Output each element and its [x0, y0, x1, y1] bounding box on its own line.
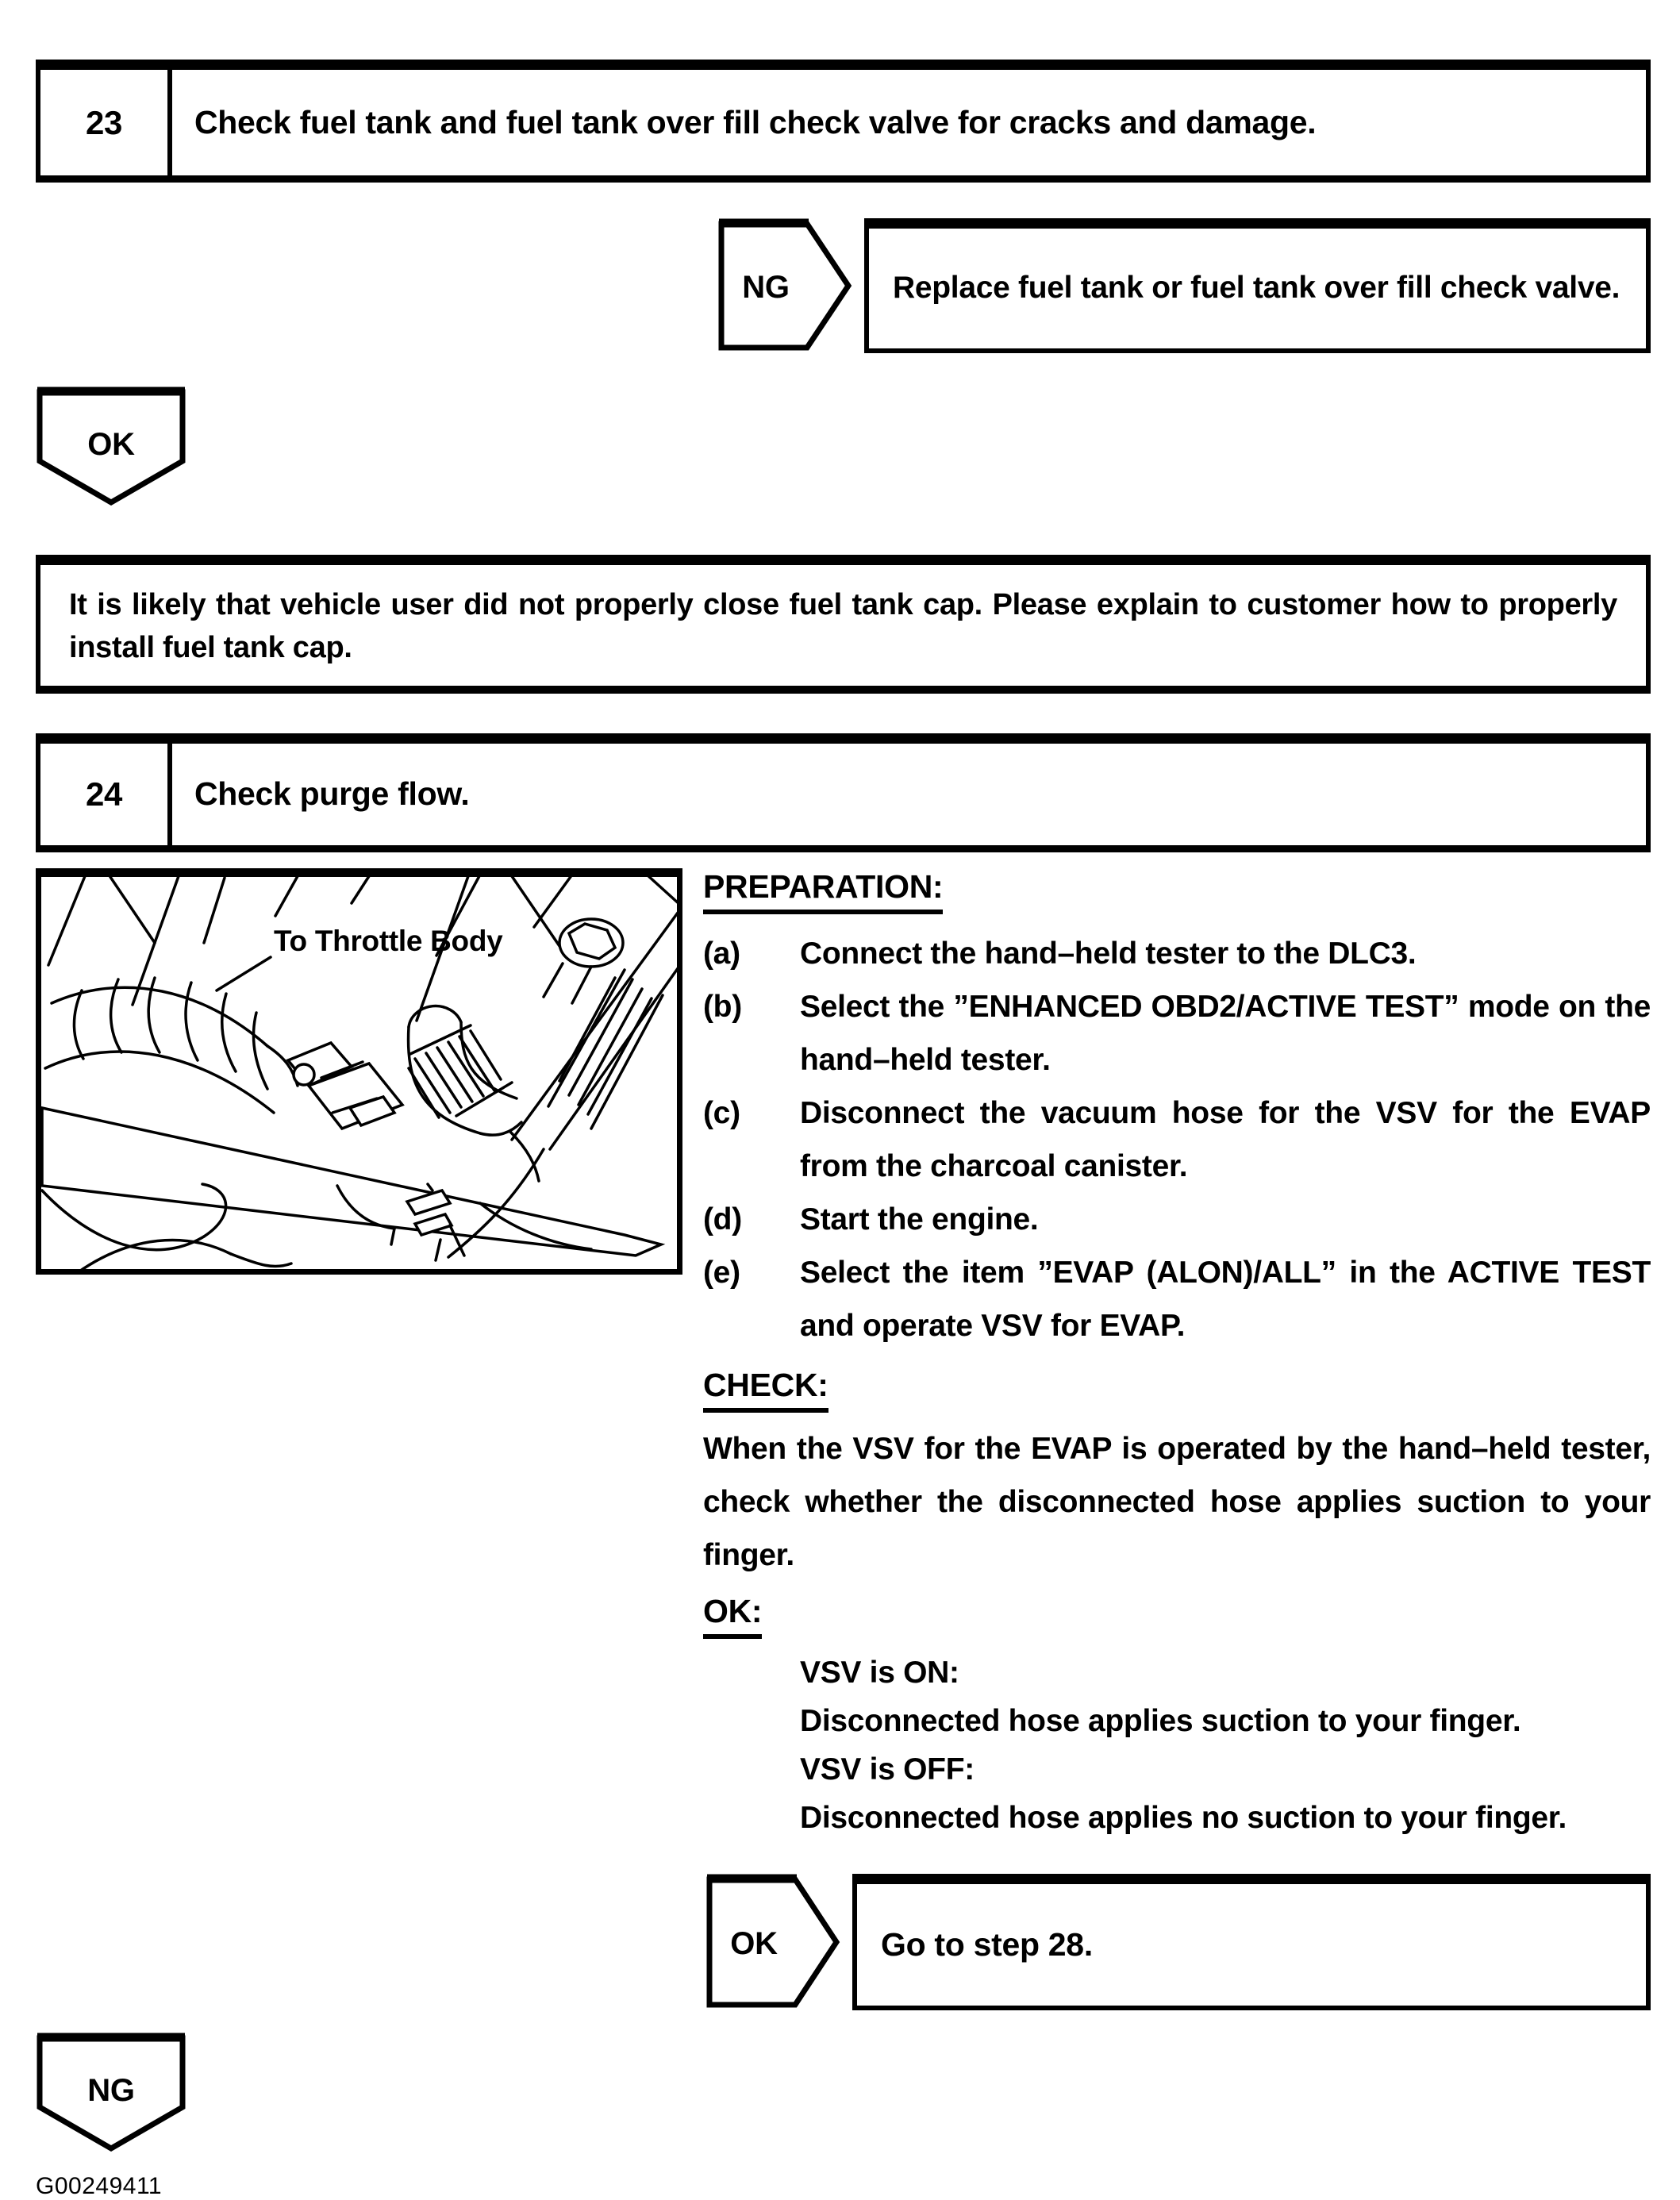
procedure-column: [703, 868, 1651, 1842]
list-item: [703, 1246, 1651, 1352]
list-item: [703, 927, 1651, 980]
list-item: [703, 980, 1651, 1087]
step-24-ok-result-text: Go to step 28.: [881, 1925, 1093, 1963]
step-23-ng-result-box: [864, 218, 1651, 353]
customer-note-box: [36, 555, 1651, 694]
step-23-number: 23: [40, 70, 172, 175]
check-heading: CHECK:: [703, 1367, 828, 1413]
step-24-box: [36, 733, 1651, 852]
step-24-ok-result-box: [852, 1874, 1651, 2010]
step-24-content: [36, 868, 1651, 1842]
step-23-ng-row: [718, 218, 1651, 353]
criteria-line: Disconnected hose applies no suction to your finger.: [800, 1800, 1567, 1835]
ng-right-pointer-icon: [718, 218, 853, 353]
check-paragraph: When the VSV for the EVAP is operated by the hand–held tester, check whether the disconnected hose applies suction to your finger.: [703, 1431, 1651, 1572]
figure-code: G00249411: [36, 2172, 163, 2199]
step-24-title: Check purge flow.: [194, 775, 470, 813]
item-text: Select the ”ENHANCED OBD2/ACTIVE TEST” mode on the hand–held tester.: [800, 989, 1651, 1077]
item-label: (a): [703, 936, 740, 971]
customer-note-text: It is likely that vehicle user did not properly close fuel tank cap. Please explain to customer how to properly install fuel tank cap.: [69, 588, 1617, 664]
item-label: (c): [703, 1095, 740, 1130]
step-24-number: 24: [40, 744, 172, 845]
item-text: Connect the hand–held tester to the DLC3.: [800, 936, 1417, 971]
item-text: Disconnect the vacuum hose for the VSV for the EVAP from the charcoal canister.: [800, 1095, 1651, 1183]
step-24-ok-row: [706, 1874, 1651, 2010]
ok-criteria-heading: OK:: [703, 1593, 762, 1639]
step-23-box: [36, 60, 1651, 183]
criteria-line: VSV is OFF:: [800, 1752, 975, 1787]
step-23-title: Check fuel tank and fuel tank over fill check valve for cracks and damage.: [194, 104, 1317, 140]
list-item: [703, 1193, 1651, 1246]
service-manual-page: [0, 60, 1680, 2199]
illustration-callout-label: To Throttle Body: [274, 924, 503, 957]
ng-pointer-label: NG: [742, 270, 790, 305]
ok-pointer-label: OK: [730, 1925, 778, 1961]
ok-criteria: [703, 1648, 1651, 1842]
item-text: Start the engine.: [800, 1202, 1039, 1237]
criteria-line: VSV is ON:: [800, 1655, 959, 1690]
item-text: Select the item ”EVAP (ALON)/ALL” in the ACTIVE TEST and operate VSV for EVAP.: [800, 1255, 1651, 1343]
criteria-line: Disconnected hose applies suction to your finger.: [800, 1703, 1521, 1738]
item-label: (d): [703, 1202, 742, 1237]
item-label: (e): [703, 1255, 740, 1290]
ok-down-arrow-icon: [36, 387, 186, 507]
step-23-ng-result-text: Replace fuel tank or fuel tank over fill check valve.: [893, 271, 1620, 306]
preparation-heading: PREPARATION:: [703, 868, 943, 914]
ng-down-arrow-label: NG: [87, 2072, 135, 2108]
ok-right-pointer-icon: [706, 1874, 841, 2010]
item-label: (b): [703, 989, 742, 1024]
engine-illustration: [36, 868, 682, 1275]
ok-down-arrow-label: OK: [87, 427, 135, 462]
preparation-list: [703, 927, 1651, 1352]
list-item: [703, 1087, 1651, 1193]
ng-down-arrow-icon: [36, 2033, 186, 2153]
